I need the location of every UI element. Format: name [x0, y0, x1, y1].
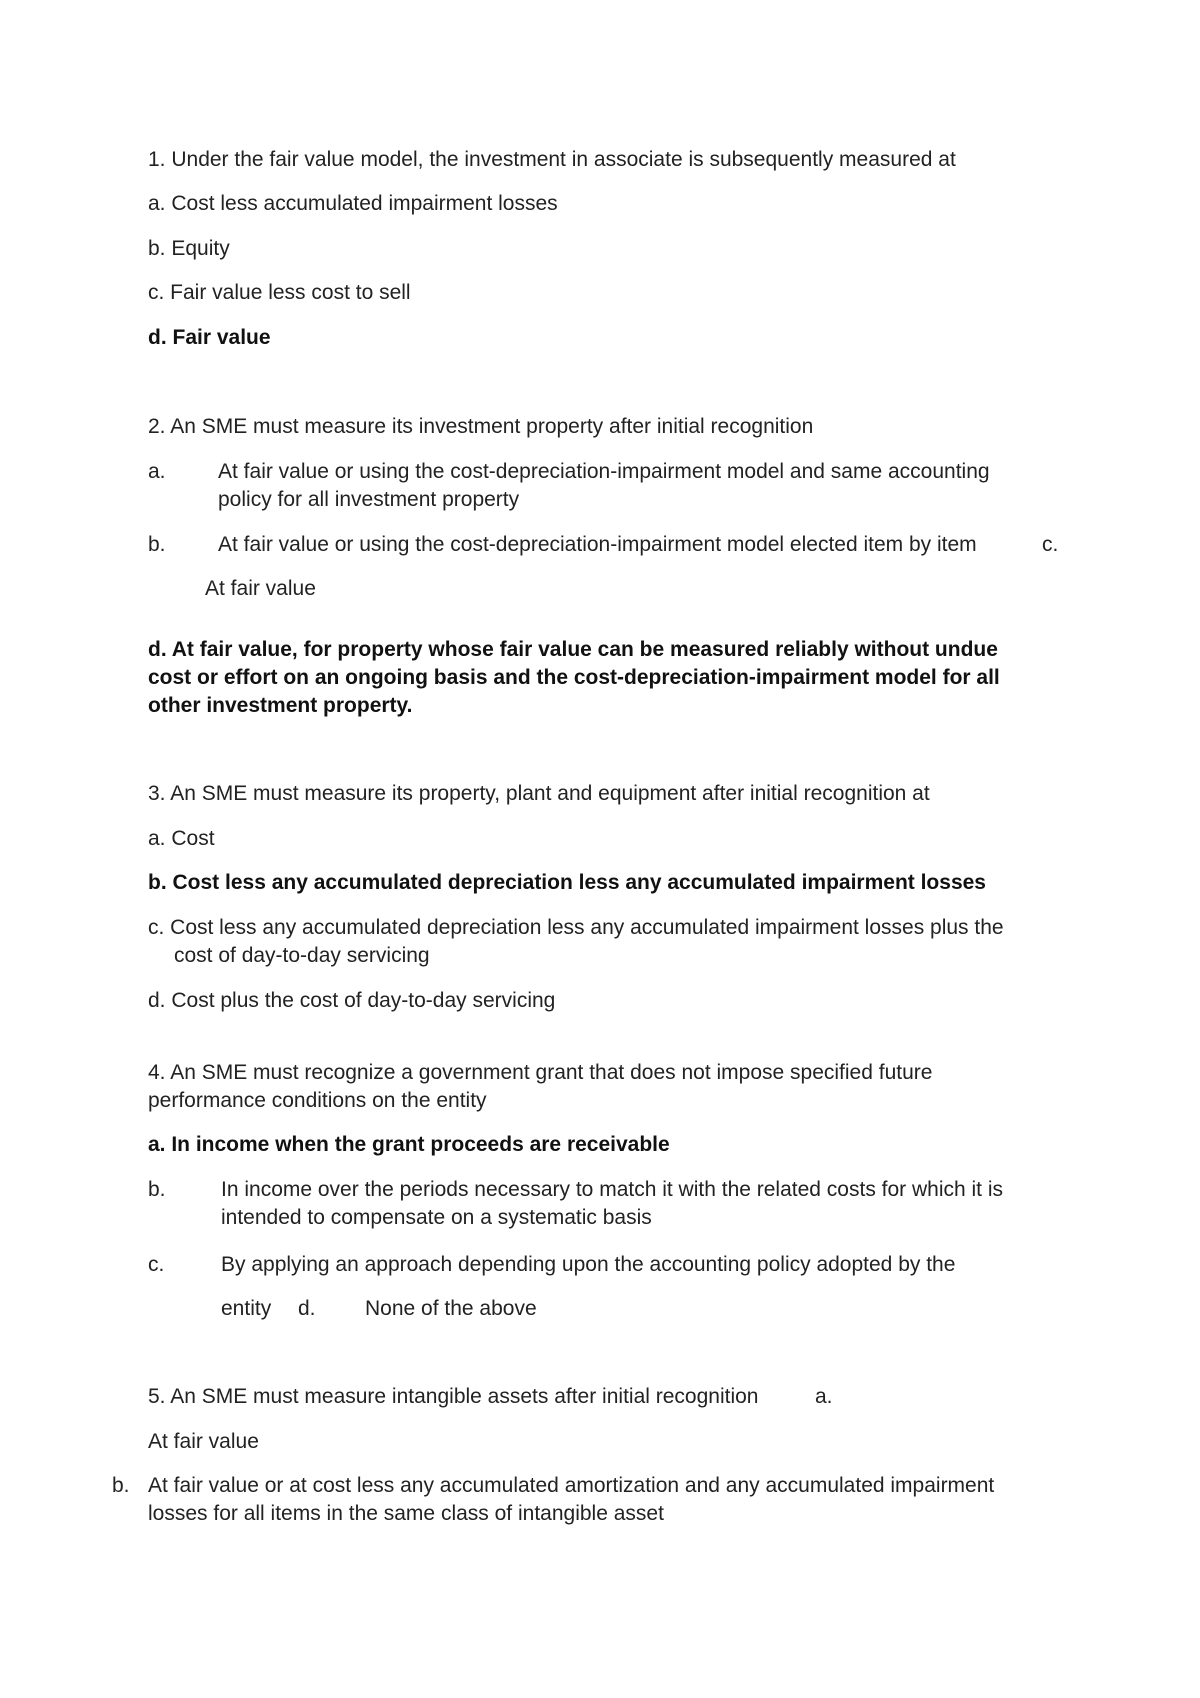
q3-option-a: a. Cost [148, 827, 215, 850]
q2-option-b-line1: At fair value or using the cost-depreciation-impairment model elected item by item [218, 533, 977, 556]
q5-option-b-letter: b. [112, 1474, 130, 1497]
q4-option-c-line2: entity [221, 1297, 272, 1320]
q4-option-b-line1: In income over the periods necessary to match it with the related costs for which it is [221, 1178, 1004, 1201]
q5-option-b-line2: losses for all items in the same class of intangible asset [148, 1502, 664, 1525]
q2-option-c-letter: c. [1042, 533, 1059, 556]
q2-option-a-line1: At fair value or using the cost-depreciation-impairment model and same accounting [218, 460, 990, 483]
q3-option-c-line1: c. Cost less any accumulated depreciation less any accumulated impairment losses plus the [148, 916, 1004, 939]
q4-option-c-letter: c. [148, 1253, 165, 1276]
q5-option-a-letter: a. [815, 1385, 833, 1408]
q3-option-c-line2: cost of day-to-day servicing [174, 944, 430, 967]
q5-option-b-line1: At fair value or at cost less any accumulated amortization and any accumulated impairment [148, 1474, 995, 1497]
q3-option-d: d. Cost plus the cost of day-to-day servicing [148, 989, 556, 1012]
q5-option-a-text: At fair value [148, 1430, 259, 1453]
q3-question: 3. An SME must measure its property, plant and equipment after initial recognition at [148, 782, 930, 805]
q3-option-b-answer: b. Cost less any accumulated depreciation less any accumulated impairment losses [148, 871, 986, 894]
q1-question: 1. Under the fair value model, the investment in associate is subsequently measured at [148, 148, 956, 171]
q1-option-d-answer: d. Fair value [148, 326, 271, 349]
q1-option-a: a. Cost less accumulated impairment losses [148, 192, 558, 215]
q4-option-b-letter: b. [148, 1178, 166, 1201]
q2-option-d-answer-line2: cost or effort on an ongoing basis and the cost-depreciation-impairment model for all [148, 666, 1000, 689]
q2-option-c-text: At fair value [205, 577, 316, 600]
q2-option-a-line2: policy for all investment property [218, 488, 520, 511]
q2-option-d-answer-line1: d. At fair value, for property whose fair value can be measured reliably without undue [148, 638, 998, 661]
q4-option-b-line2: intended to compensate on a systematic basis [221, 1206, 652, 1229]
q1-option-c: c. Fair value less cost to sell [148, 281, 411, 304]
q4-option-c-line1: By applying an approach depending upon the accounting policy adopted by the [221, 1253, 956, 1276]
q1-option-b: b. Equity [148, 237, 230, 260]
q5-question: 5. An SME must measure intangible assets after initial recognition [148, 1385, 759, 1408]
q4-option-d-letter: d. [298, 1297, 316, 1320]
q4-option-a-answer: a. In income when the grant proceeds are receivable [148, 1133, 670, 1156]
q2-option-b-letter: b. [148, 533, 166, 556]
q2-option-d-answer-line3: other investment property. [148, 694, 413, 717]
q4-question-line1: 4. An SME must recognize a government grant that does not impose specified future [148, 1061, 933, 1084]
q4-option-d-text: None of the above [365, 1297, 537, 1320]
q4-question-line2: performance conditions on the entity [148, 1089, 487, 1112]
q2-option-a-letter: a. [148, 460, 166, 483]
q2-question: 2. An SME must measure its investment property after initial recognition [148, 415, 814, 438]
